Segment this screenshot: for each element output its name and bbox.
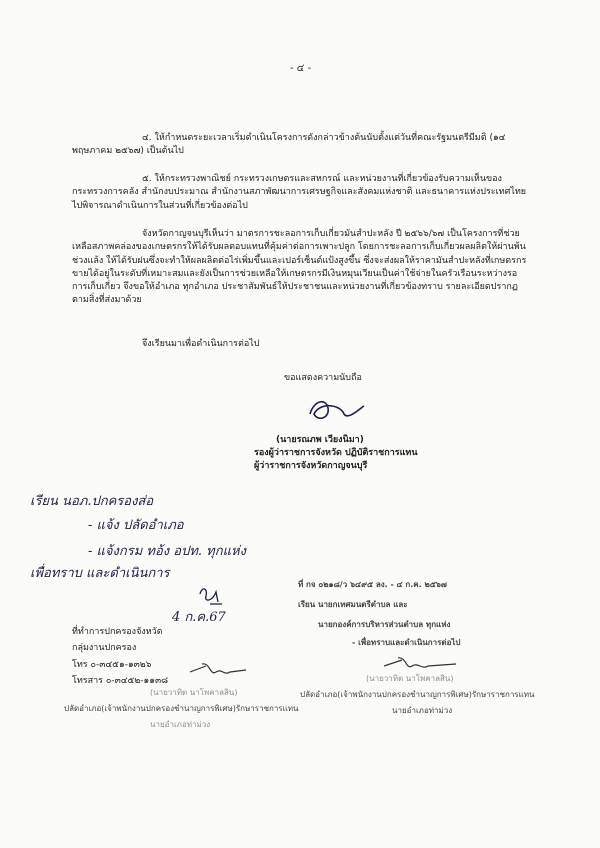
paragraph-6 — [72, 228, 527, 308]
handwritten-line-2: - แจ้ง ปลัดอำเภอ — [88, 518, 184, 533]
sender-office: ที่ทำการปกครองจังหวัด — [72, 627, 163, 637]
receipt-stamp-line-1: ปลัดอำเภอ(เจ้าพนักงานปกครองชำนาญการพิเศษ)รักษาราชการแทน — [300, 690, 535, 699]
handwritten-line-3: - แจ้งกรม ทอ้ง อปท. ทุกแห่ง — [88, 544, 246, 559]
receipt-stamp-name: (นายวาทิต นาโพคาลสิน) — [366, 674, 454, 683]
closing-line: จึงเรียนมาเพื่อดำเนินการต่อไป — [142, 339, 260, 349]
receipt-to-2: นายกองค์การบริหารส่วนตำบล ทุกแห่ง — [318, 620, 451, 629]
left-stamp-name: (นายวาทิต นาโพคาลสิน) — [150, 688, 238, 697]
left-stamp-line-1: ปลัดอำเภอ(เจ้าพนักงานปกครองชำนาญการพิเศษ)รักษาราชการแทน — [64, 704, 299, 713]
handwritten-line-1: เรียน นอภ.ปกครองส่อ — [30, 494, 154, 509]
official-signature — [300, 392, 370, 428]
paragraph-6-text: จังหวัดกาญจนบุรีเห็นว่า มาตรการชะลอการเก็บเกี่ยวมันสำปะหลัง ปี ๒๕๖๖/๖๗ เป็นโครงการที่ช่วยเหลือสภาพคล่องของเกษตรกรให้ได้รับผลตอบแทนที่คุ้มค่าต่อการเพาะปลูก โดยการชะลอการเก็บเกี่ยวผลผลิตให้ผ่านพ้นช่วงแล้ง ให้ได้รับฝนซึ่งจะทำให้ผลผลิตต่อไร่เพิ่มขึ้นและเปอร์เซ็นต์แป้งสูงขึ้น ซึ่งจะส่งผลให้ราคามันสำปะหลังที่เกษตรกรขายได้อยู่ในระดับที่เหมาะสมและยังเป็นการช่วยเหลือให้เกษตรกรมีเงินหมุนเวียนเป็นค่าใช้จ่ายในครัวเรือนระหว่างรอการเก็บเกี่ยว จึงขอให้อำเภอ ทุกอำเภอ ประชาสัมพันธ์ให้ประชาชนและหน่วยงานที่เกี่ยวข้องทราบ รายละเอียดปรากฏตามสิ่งที่ส่งมาด้วย — [72, 229, 527, 306]
paragraph-5-text: ๕. ให้กระทรวงพาณิชย์ กระทรวงเกษตรและสหกรณ์ และหน่วยงานที่เกี่ยวข้องรับความเห็นของกระทรวงการคลัง สำนักงบประมาณ สำนักงานสภาพัฒนาการเศรษฐกิจและสังคมแห่งชาติ และธนาคารแห่งประเทศไทย ไปพิจารณาดำเนินการในส่วนที่เกี่ยวข้องต่อไป — [72, 174, 527, 211]
handwritten-line-4: เพื่อทราบ และดำเนินการ — [30, 566, 170, 581]
handwritten-date: 4 ก.ค.67 — [172, 610, 226, 625]
signer-title-2: ผู้ว่าราชการจังหวัดกาญจนบุรี — [254, 461, 368, 471]
receipt-to-3: - เพื่อทราบและดำเนินการต่อไป — [352, 638, 461, 647]
left-stamp-signature — [186, 658, 252, 684]
paragraph-4-text: ๔. ให้กำหนดระยะเวลาเริ่มดำเนินโครงการดังกล่าวข้างต้นนับตั้งแต่วันที่คณะรัฐมนตรีมีมติ (๑๔ พฤษภาคม ๒๕๖๗) เป็นต้นไป — [72, 133, 506, 157]
signer-title-1: รองผู้ว่าราชการจังหวัด ปฏิบัติราชการแทน — [254, 448, 418, 458]
signer-name: (นายรณภพ เวียงนิมา) — [276, 435, 364, 445]
sender-division: กลุ่มงานปกครอง — [72, 643, 137, 653]
receipt-ref: ที่ กจ ๐๒๑๘/ว ๖๔๙๕ ลง. - ๔ ก.ค. ๒๕๖๗ — [298, 580, 447, 589]
regards-line: ขอแสดงความนับถือ — [284, 373, 362, 383]
sender-fax: โทรสาร ๐-๓๔๕๒-๑๑๓๘ — [72, 676, 169, 686]
page-number: - ๔ - — [290, 63, 312, 74]
handwritten-initials — [196, 584, 226, 606]
left-stamp-line-2: นายอำเภอท่าม่วง — [150, 720, 211, 729]
receipt-to-1: เรียน นายกเทศมนตรีตำบล และ — [298, 600, 408, 609]
paragraph-5 — [72, 173, 527, 213]
paragraph-4 — [72, 132, 527, 159]
receipt-stamp-line-2: นายอำเภอท่าม่วง — [392, 706, 453, 715]
sender-tel: โทร ๐-๓๔๕๑-๑๓๒๖ — [72, 660, 152, 670]
